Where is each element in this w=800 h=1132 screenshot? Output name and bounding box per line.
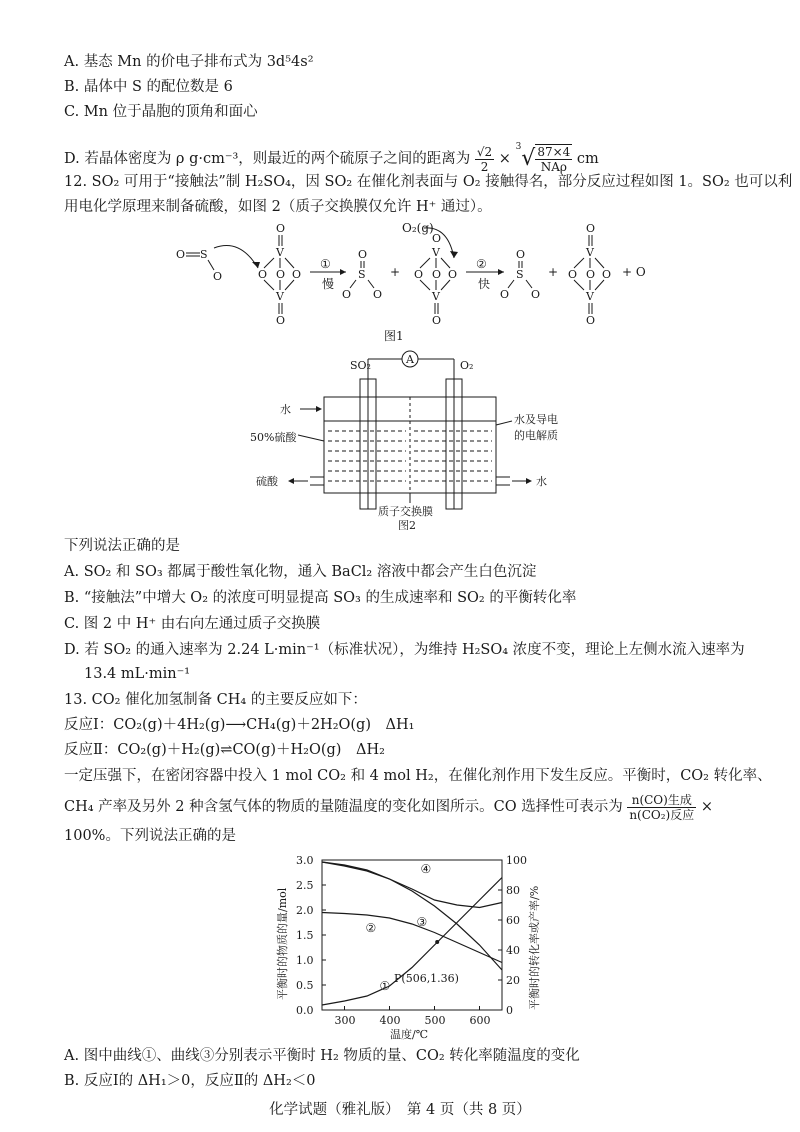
plot-frame xyxy=(322,860,502,1010)
q11-option-d xyxy=(64,132,599,174)
fig2-caption: 图2 xyxy=(398,519,416,530)
svg-text:O: O xyxy=(213,270,223,283)
svg-text:O: O xyxy=(586,222,596,235)
series-label-1: ① xyxy=(379,979,391,993)
q12-stem-line2: 用电化学原理来制备硫酸，如图 2（质子交换膜仅允许 H⁺ 通过）。 xyxy=(64,199,492,215)
q11-option-d-text: D. 若晶体密度为 ρ g·cm⁻³，则最近的两个硫原子之间的距离为 xyxy=(64,151,471,167)
fig1-plus-1: + xyxy=(390,265,401,279)
y-tick-label: 1.0 xyxy=(296,954,314,967)
q12-stem-line1: 12. SO₂ 可用于“接触法”制 H₂SO₄，因 SO₂ 在催化剂表面与 O₂ 接触得名，部分反应过程如图 1。SO₂ 也可以利 xyxy=(64,174,793,190)
svg-text:V: V xyxy=(276,290,284,303)
series-line-4 xyxy=(322,862,502,908)
fig1-plus-3: + O xyxy=(622,265,646,279)
series-label-3: ③ xyxy=(416,915,428,929)
svg-text:V: V xyxy=(586,290,594,303)
svg-text:O: O xyxy=(373,288,383,301)
fig2-so2-label: SO₂ xyxy=(350,359,371,372)
series-line-3 xyxy=(322,862,502,970)
q13-stem: 13. CO₂ 催化加氢制备 CH₄ 的主要反应如下： xyxy=(64,692,367,708)
fig1-step1: ① xyxy=(320,257,331,271)
point-p xyxy=(435,940,439,944)
q11-option-d-fraction: $\frac{√2}{2}$ xyxy=(476,144,493,174)
svg-text:V: V xyxy=(586,246,594,259)
q13-paragraph-2-times: × xyxy=(700,799,714,815)
q12-option-c: C. 图 2 中 H⁺ 由右向左通过质子交换膜 xyxy=(64,616,321,632)
q13-paragraph-2-text: CH₄ 产率及另外 2 种含氢气体的物质的量随温度的变化如图所示。CO 选择性可表示为 xyxy=(64,799,623,815)
q11-option-d-times: × xyxy=(498,151,511,167)
q12-ask: 下列说法正确的是 xyxy=(64,538,180,554)
y-tick-label: 2.5 xyxy=(296,879,314,892)
series-label-4: ④ xyxy=(420,862,432,876)
fig2-membrane: 质子交换膜 xyxy=(378,505,433,518)
q13-paragraph-1: 一定压强下，在密闭容器中投入 1 mol CO₂ 和 4 mol H₂，在催化剂作用下发生反应。平衡时，CO₂ 转化率、 xyxy=(64,768,772,784)
fig2-right-label-2: 的电解质 xyxy=(514,429,558,442)
fig1-step1-speed: 慢 xyxy=(322,277,335,291)
fig1-o2-label: O₂(g) xyxy=(402,221,434,235)
y-tick-label: 1.5 xyxy=(296,929,314,942)
svg-text:S: S xyxy=(516,268,524,281)
y2-tick-label: 80 xyxy=(506,884,520,897)
co-selectivity-fraction: $\frac{\text{n(CO)生成}}{\text{n(CO₂)反应}}$ xyxy=(629,792,695,822)
svg-text:V: V xyxy=(276,246,284,259)
y2-tick-label: 100 xyxy=(506,854,527,867)
y-tick-label: 2.0 xyxy=(296,904,314,917)
q12-option-b: B. “接触法”中增大 O₂ 的浓度可明显提高 SO₃ 的生成速率和 SO₂ 的平衡转化率 xyxy=(64,590,577,606)
svg-text:O: O xyxy=(414,268,424,281)
figure-2-electrolysis-cell xyxy=(250,345,570,530)
x-axis-label: 温度/℃ xyxy=(390,1028,429,1041)
svg-text:O: O xyxy=(276,222,286,235)
q13-option-a: A. 图中曲线①、曲线③分别表示平衡时 H₂ 物质的量、CO₂ 转化率随温度的变化 xyxy=(64,1048,580,1064)
x-tick-label: 600 xyxy=(469,1014,491,1027)
svg-text:O: O xyxy=(602,268,612,281)
point-p-annotation: P(506,1.36) xyxy=(394,972,459,985)
equilibrium-chart xyxy=(272,850,572,1042)
svg-text:O: O xyxy=(586,268,596,281)
y-tick-label: 0.0 xyxy=(296,1004,314,1017)
q13-reaction-2: 反应Ⅱ：CO₂(g)＋H₂(g)⇌CO(g)＋H₂O(g) ΔH₂ xyxy=(64,742,385,758)
fig1-plus-2: + xyxy=(548,265,559,279)
svg-text:O: O xyxy=(500,288,510,301)
fig2-o2-label: O₂ xyxy=(460,359,474,372)
q12-option-d-line1: D. 若 SO₂ 的通入速率为 2.24 L·min⁻¹（标准状况），为维持 H₂SO₄ 浓度不变，理论上左侧水流入速率为 xyxy=(64,642,745,658)
svg-text:O: O xyxy=(276,268,286,281)
svg-text:O: O xyxy=(516,248,526,261)
svg-text:O: O xyxy=(586,314,596,327)
fig2-right-label-1: 水及导电 xyxy=(514,413,558,426)
y2-tick-label: 40 xyxy=(506,944,520,957)
svg-text:O: O xyxy=(568,268,578,281)
x-tick-label: 300 xyxy=(334,1014,356,1027)
svg-text:O: O xyxy=(432,314,442,327)
svg-text:S: S xyxy=(358,268,366,281)
y2-tick-label: 60 xyxy=(506,914,520,927)
y-tick-label: 3.0 xyxy=(296,854,314,867)
fig1-step2-speed: 快 xyxy=(478,277,491,291)
q13-option-b: B. 反应Ⅰ的 ΔH₁＞0，反应Ⅱ的 ΔH₂＜0 xyxy=(64,1073,316,1089)
q11-option-d-root: $\frac{87\times 4}{\text{NAρ}}$ xyxy=(537,145,571,174)
svg-text:O: O xyxy=(531,288,541,301)
q11-option-a: A. 基态 Mn 的价电子排布式为 3d⁵4s² xyxy=(64,54,314,70)
q11-option-c: C. Mn 位于晶胞的顶角和面心 xyxy=(64,104,258,120)
figure-1-mechanism xyxy=(170,218,660,344)
page-footer: 化学试题（雅礼版） 第 4 页（共 8 页） xyxy=(269,1102,531,1118)
q13-reaction-1: 反应Ⅰ：CO₂(g)＋4H₂(g)⟶CH₄(g)＋2H₂O(g) ΔH₁ xyxy=(64,717,415,733)
svg-text:O: O xyxy=(448,268,458,281)
fig1-caption: 图1 xyxy=(384,329,404,343)
fig2-acid50: 50%硫酸 xyxy=(250,431,297,444)
q12-option-a: A. SO₂ 和 SO₃ 都属于酸性氧化物，通入 BaCl₂ 溶液中都会产生白色沉淀 xyxy=(64,564,537,580)
x-tick-label: 400 xyxy=(379,1014,401,1027)
x-tick-label: 500 xyxy=(424,1014,446,1027)
fig2-acid-out: 硫酸 xyxy=(256,475,278,488)
fig2-ammeter-label: A xyxy=(406,353,414,366)
series-label-2: ② xyxy=(365,921,377,935)
q11-root-index: 3 xyxy=(515,142,522,152)
fig1-step2: ② xyxy=(476,257,487,271)
svg-text:O: O xyxy=(276,314,286,327)
svg-text:O: O xyxy=(176,248,186,261)
svg-text:O: O xyxy=(432,232,442,245)
radical-sign: √ xyxy=(521,146,536,171)
svg-text:O: O xyxy=(432,268,442,281)
y-tick-label: 0.5 xyxy=(296,979,314,992)
q11-option-b: B. 晶体中 S 的配位数是 6 xyxy=(64,79,233,95)
svg-text:V: V xyxy=(432,246,440,259)
svg-text:O: O xyxy=(292,268,302,281)
svg-text:O: O xyxy=(342,288,352,301)
fig2-water-in: 水 xyxy=(280,403,291,416)
y2-axis-label: 平衡时的转化率或产率/% xyxy=(528,885,541,1010)
y-axis-label: 平衡时的物质的量/mol xyxy=(276,887,289,1000)
q11-option-d-unit: cm xyxy=(576,151,599,167)
q13-paragraph-3: 100%。下列说法正确的是 xyxy=(64,828,236,844)
y2-tick-label: 0 xyxy=(506,1004,513,1017)
q13-paragraph-2 xyxy=(64,792,713,822)
svg-text:O: O xyxy=(258,268,268,281)
svg-text:O: O xyxy=(358,248,368,261)
y2-tick-label: 20 xyxy=(506,974,520,987)
fig2-water-out: 水 xyxy=(536,475,547,488)
svg-text:V: V xyxy=(432,290,440,303)
q12-option-d-line2: 13.4 mL·min⁻¹ xyxy=(84,666,191,682)
svg-text:S: S xyxy=(200,248,208,261)
series-line-2 xyxy=(322,913,502,963)
